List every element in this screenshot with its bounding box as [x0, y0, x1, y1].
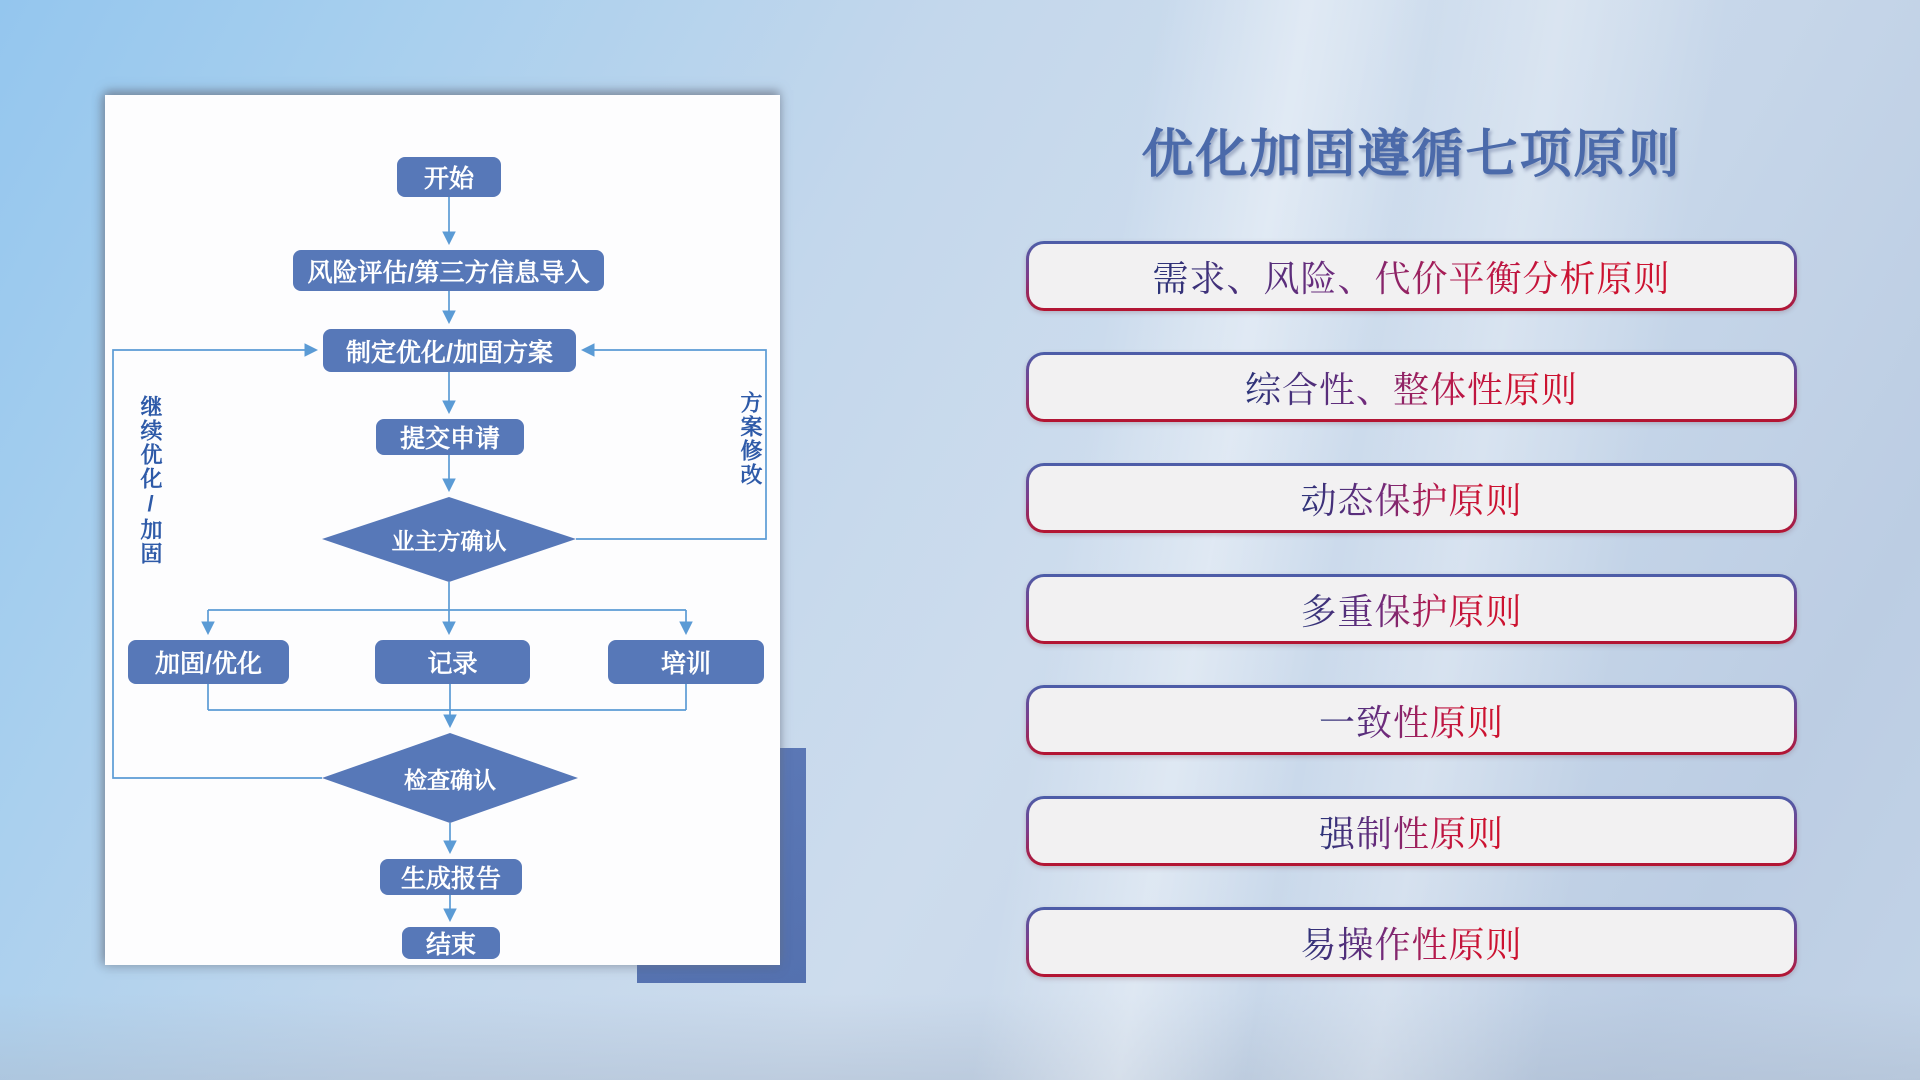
flow-node-start: 开始	[397, 157, 501, 197]
principle-box-5	[1026, 685, 1797, 755]
loop-label-continue-optimize: 继续优化/加固	[138, 395, 163, 566]
principle-box-2	[1026, 352, 1797, 422]
principle-text-7: 易操作性原则	[1300, 917, 1522, 968]
flow-node-check-confirm-label: 检查确认	[404, 766, 496, 793]
loop-label-plan-revise: 方案修改	[738, 391, 763, 487]
flow-node-make-plan: 制定优化/加固方案	[323, 329, 576, 372]
principle-box-6	[1026, 796, 1797, 866]
flow-node-submit: 提交申请	[376, 419, 524, 455]
flowchart-card	[105, 95, 780, 965]
principle-text-3: 动态保护原则	[1300, 473, 1522, 524]
flow-node-harden: 加固/优化	[128, 640, 289, 684]
principle-box-7	[1026, 907, 1797, 977]
flow-node-owner-confirm-label: 业主方确认	[391, 528, 507, 554]
flow-node-risk-import: 风险评估/第三方信息导入	[293, 250, 604, 291]
principle-text-4: 多重保护原则	[1300, 584, 1522, 635]
principle-box-4	[1026, 574, 1797, 644]
principle-box-1	[1026, 241, 1797, 311]
principle-text-6: 强制性原则	[1319, 806, 1504, 857]
page-title: 优化加固遵循七项原则	[1141, 126, 1682, 184]
principle-text-1: 需求、风险、代价平衡分析原则	[1152, 251, 1670, 302]
flow-node-end: 结束	[402, 927, 500, 959]
principle-box-3	[1026, 463, 1797, 533]
principle-text-5: 一致性原则	[1319, 695, 1504, 746]
flow-node-report: 生成报告	[380, 859, 522, 895]
principle-text-2: 综合性、整体性原则	[1245, 362, 1578, 413]
flow-node-record: 记录	[375, 640, 530, 684]
flow-node-training: 培训	[608, 640, 764, 684]
